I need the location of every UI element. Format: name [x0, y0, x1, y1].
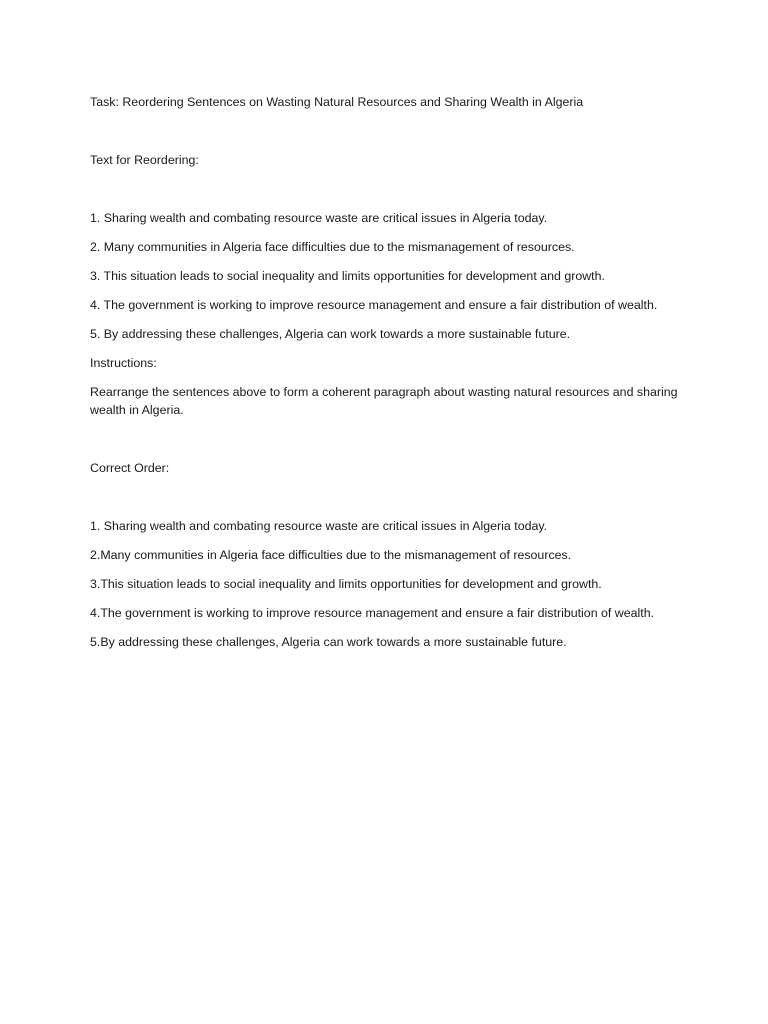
correct-order-list — [90, 517, 690, 651]
reorder-item: 4. The government is working to improve resource management and ensure a fair distribution of wealth. — [90, 298, 658, 312]
reorder-item: 1. Sharing wealth and combating resource waste are critical issues in Algeria today. — [90, 211, 548, 225]
document-title: Task: Reordering Sentences on Wasting Natural Resources and Sharing Wealth in Algeria — [90, 95, 584, 109]
reorder-list — [90, 209, 690, 343]
reorder-item: 5. By addressing these challenges, Algeria can work towards a more sustainable future. — [90, 327, 571, 341]
correct-order-item: 5.By addressing these challenges, Algeria can work towards a more sustainable future. — [90, 635, 567, 649]
instructions-heading: Instructions: — [90, 356, 157, 370]
correct-order-item: 4.The government is working to improve resource management and ensure a fair distribution of wealth. — [90, 606, 655, 620]
reorder-heading: Text for Reordering: — [90, 153, 199, 167]
instructions-text: Rearrange the sentences above to form a coherent paragraph about wasting natural resources and sharing wealth in Algeria. — [90, 385, 678, 417]
correct-order-item: 2.Many communities in Algeria face difficulties due to the mismanagement of resources. — [90, 548, 572, 562]
correct-order-item: 1. Sharing wealth and combating resource waste are critical issues in Algeria today. — [90, 519, 548, 533]
correct-order-heading: Correct Order: — [90, 461, 170, 475]
reorder-item: 2. Many communities in Algeria face difficulties due to the mismanagement of resources. — [90, 240, 575, 254]
document-page — [90, 93, 690, 662]
correct-order-item: 3.This situation leads to social inequality and limits opportunities for development and growth. — [90, 577, 602, 591]
reorder-item: 3. This situation leads to social inequality and limits opportunities for development and growth. — [90, 269, 605, 283]
